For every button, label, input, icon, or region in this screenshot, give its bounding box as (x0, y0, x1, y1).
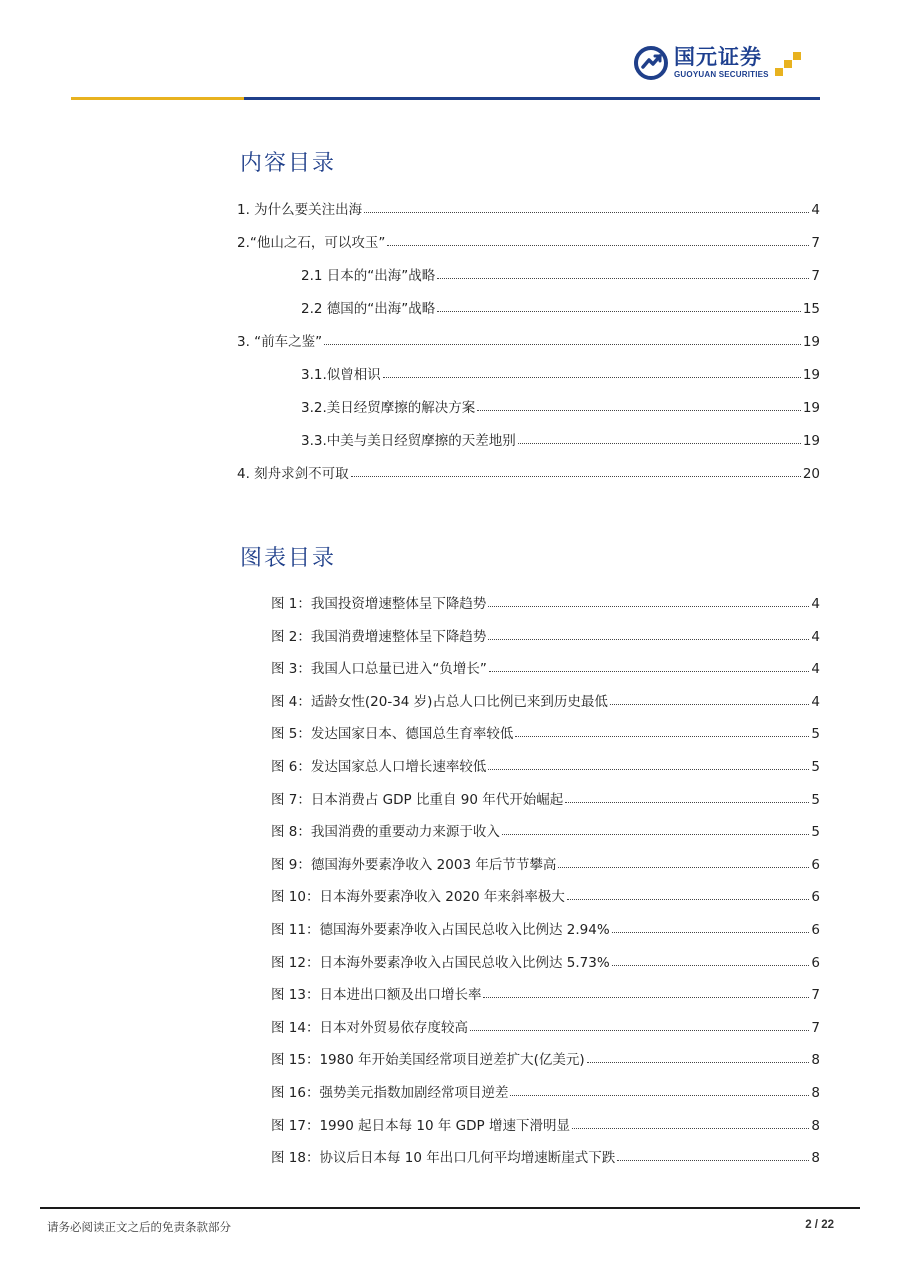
dot-leader (383, 377, 801, 378)
figure-entry-page-number: 5 (811, 791, 820, 808)
footer-disclaimer: 请务必阅读正文之后的免责条款部分 (47, 1220, 231, 1234)
toc-entry[interactable] (237, 231, 820, 251)
figure-entry-page-number: 4 (811, 628, 820, 645)
dot-leader (565, 802, 809, 803)
figure-entry[interactable] (271, 1081, 820, 1101)
figure-entry-page-number: 6 (811, 856, 820, 873)
figure-entry-label: 图 12：日本海外要素净收入占国民总收入比例达 5.73% (271, 954, 610, 971)
toc-entry-page-number: 7 (811, 268, 820, 284)
figure-entry[interactable] (271, 755, 820, 775)
dot-leader (510, 1095, 809, 1096)
figure-entry[interactable] (271, 1114, 820, 1134)
figure-entry[interactable] (271, 853, 820, 873)
toc-entry-page-number: 19 (802, 367, 820, 383)
dot-leader (572, 1128, 809, 1129)
dot-leader (437, 311, 801, 312)
dot-leader (324, 344, 801, 345)
figure-entry[interactable] (271, 690, 820, 710)
dot-leader (587, 1062, 810, 1063)
figure-entry-label: 图 1：我国投资增速整体呈下降趋势 (271, 596, 487, 612)
toc-entry[interactable] (301, 396, 820, 416)
toc-entry[interactable] (301, 363, 820, 383)
dot-leader (489, 671, 810, 672)
dot-leader (617, 1160, 809, 1161)
figure-entry-label: 图 5：发达国家日本、德国总生育率较低 (271, 726, 514, 743)
figure-entry-page-number: 4 (811, 661, 820, 678)
dot-leader (515, 736, 809, 737)
figure-entry-label: 图 14：日本对外贸易依存度较高 (271, 1019, 468, 1036)
figure-entry-label: 图 7：日本消费占 GDP 比重自 90 年代开始崛起 (271, 791, 564, 808)
toc-entry[interactable] (301, 297, 820, 317)
figure-entry[interactable] (271, 592, 820, 612)
figure-entry-label: 图 10：日本海外要素净收入 2020 年来斜率极大 (271, 889, 565, 906)
figure-entry[interactable] (271, 885, 820, 905)
dot-leader (488, 606, 809, 607)
toc-entry-label: 3.1.似曾相识 (301, 367, 381, 383)
figure-entry-page-number: 8 (811, 1150, 820, 1167)
dot-leader (610, 704, 809, 705)
figure-entry-label: 图 2：我国消费增速整体呈下降趋势 (271, 628, 487, 645)
figure-entry-label: 图 4：适龄女性(20-34 岁)占总人口比例已来到历史最低 (271, 693, 608, 710)
toc-title: 内容目录 (240, 151, 337, 176)
dot-leader (387, 245, 809, 246)
figure-entry[interactable] (271, 918, 820, 938)
figure-entry-page-number: 7 (811, 987, 820, 1004)
dot-leader (437, 278, 809, 279)
dot-leader (558, 867, 809, 868)
toc-entry-label: 1. 为什么要关注出海 (237, 202, 363, 218)
toc-entry[interactable] (301, 429, 820, 449)
toc-entry-label: 3. “前车之鉴” (237, 334, 323, 350)
figure-entry[interactable] (271, 1146, 820, 1166)
figure-entry[interactable] (271, 788, 820, 808)
figure-entry-page-number: 7 (811, 1019, 820, 1036)
toc-entry-page-number: 19 (802, 400, 820, 416)
figure-entry-label: 图 9：德国海外要素净收入 2003 年后节节攀高 (271, 856, 557, 873)
toc-entry-label: 3.2.美日经贸摩擦的解决方案 (301, 400, 476, 416)
figure-entry-page-number: 8 (811, 1052, 820, 1069)
figure-entry[interactable] (271, 625, 820, 645)
figure-entry-page-number: 4 (811, 693, 820, 710)
dot-leader (502, 834, 810, 835)
toc-entry-page-number: 7 (811, 235, 820, 251)
figure-entry-page-number: 8 (811, 1085, 820, 1101)
toc-entry-label: 2.“他山之石，可以攻玉” (237, 235, 386, 251)
figure-entry-label: 图 11：德国海外要素净收入占国民总收入比例达 2.94% (271, 922, 610, 938)
toc-entry[interactable] (237, 198, 820, 218)
toc-entry-label: 2.2 德国的“出海”战略 (301, 301, 436, 317)
figure-entry[interactable] (271, 722, 820, 742)
header-divider (71, 97, 820, 100)
figure-list-title: 图表目录 (240, 546, 337, 571)
figure-entry-label: 图 18：协议后日本每 10 年出口几何平均增速断崖式下跌 (271, 1150, 616, 1167)
figure-entry-label: 图 16：强势美元指数加剧经常项目逆差 (271, 1085, 509, 1101)
figure-entry-label: 图 6：发达国家总人口增长速率较低 (271, 759, 487, 775)
figure-entry-label: 图 3：我国人口总量已进入“负增长” (271, 661, 487, 678)
dot-leader (488, 769, 809, 770)
toc-entry-label: 3.3.中美与美日经贸摩擦的天差地别 (301, 433, 516, 449)
dot-leader (364, 212, 809, 213)
toc-entry-page-number: 19 (802, 433, 820, 449)
dot-leader (518, 443, 801, 444)
company-logo (634, 44, 803, 82)
dot-leader (483, 997, 809, 998)
figure-entry-page-number: 4 (811, 596, 820, 612)
toc-entry[interactable] (237, 462, 820, 482)
logo-chinese-name: 国元证券 (674, 45, 762, 69)
figure-entry-page-number: 6 (811, 922, 820, 938)
figure-entry[interactable] (271, 820, 820, 840)
figure-entry-page-number: 6 (811, 954, 820, 971)
dot-leader (477, 410, 801, 411)
toc-entry[interactable] (237, 330, 820, 350)
figure-entry[interactable] (271, 1016, 820, 1036)
figure-entry-label: 图 8：我国消费的重要动力来源于收入 (271, 824, 500, 841)
toc-entry-page-number: 20 (802, 466, 820, 482)
dot-leader (488, 639, 809, 640)
figure-entry-page-number: 5 (811, 824, 820, 841)
dot-leader (470, 1030, 809, 1031)
dot-leader (351, 476, 801, 477)
figure-entry-page-number: 8 (811, 1117, 820, 1134)
figure-entry-page-number: 5 (811, 726, 820, 743)
figure-entry[interactable] (271, 951, 820, 971)
figure-entry[interactable] (271, 983, 820, 1003)
logo-english-name: GUOYUAN SECURITIES (674, 70, 769, 79)
figure-entry[interactable] (271, 1048, 820, 1068)
dot-leader (612, 932, 810, 933)
toc-entry-label: 2.1 日本的“出海”战略 (301, 268, 436, 284)
toc-entry-page-number: 15 (802, 301, 820, 317)
dot-leader (612, 965, 810, 966)
toc-entry-page-number: 19 (802, 334, 820, 350)
figure-entry-label: 图 15：1980 年开始美国经常项目逆差扩大(亿美元) (271, 1052, 585, 1069)
dot-leader (567, 899, 809, 900)
toc-entry-label: 4. 刻舟求剑不可取 (237, 466, 349, 482)
stair-arrow-icon (773, 48, 803, 78)
figure-entry[interactable] (271, 657, 820, 677)
figure-entry-page-number: 6 (811, 889, 820, 906)
footer-divider (40, 1207, 860, 1209)
figure-entry-page-number: 5 (811, 759, 820, 775)
toc-entry[interactable] (301, 264, 820, 284)
figure-entry-label: 图 17：1990 起日本每 10 年 GDP 增速下滑明显 (271, 1117, 570, 1134)
guoyuan-logo-icon (634, 46, 668, 80)
figure-entry-label: 图 13：日本进出口额及出口增长率 (271, 987, 482, 1004)
toc-entry-page-number: 4 (811, 202, 820, 218)
page-number: 2 / 22 (805, 1219, 834, 1231)
